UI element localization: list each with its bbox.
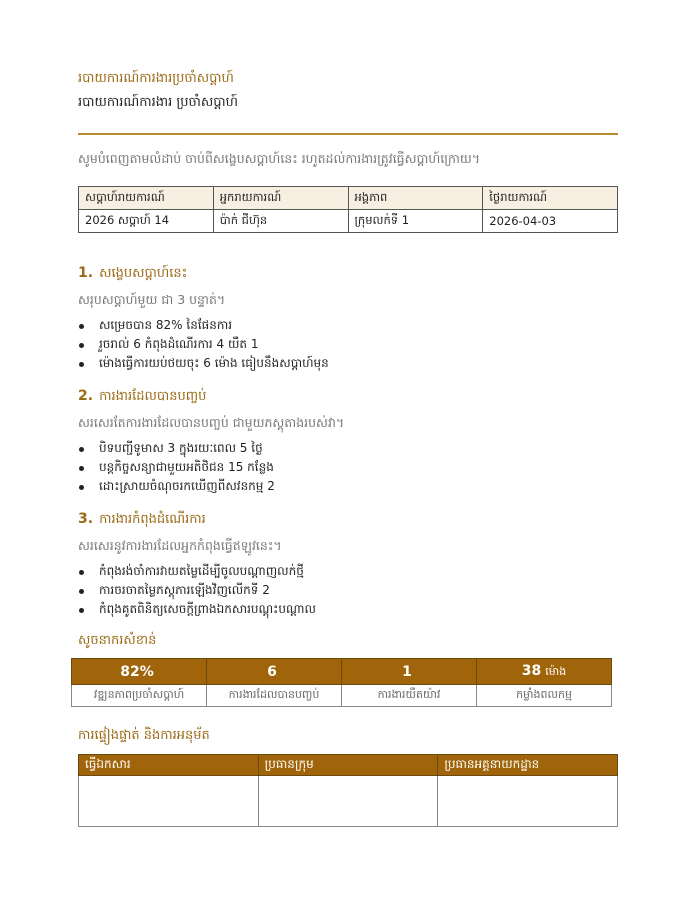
meta-header-date: ថ្ងៃរាយការណ៍ — [483, 187, 618, 210]
in-progress-bullet-list — [78, 562, 316, 619]
kpi-label: ការងារយឺតយ៉ាវ — [342, 685, 477, 707]
meta-header-reporter: អ្នករាយការណ៍ — [213, 187, 348, 210]
report-meta-table — [78, 186, 618, 233]
kpi-heading: សូចនាករសំខាន់ — [78, 633, 157, 648]
meta-value-date: 2026-04-03 — [483, 210, 618, 233]
kpi-label-row — [72, 685, 612, 707]
kpi-value-row — [72, 659, 612, 685]
list-item: បន្តកិច្ចសន្យាជាមួយអតិថិជន 15 កន្លែង — [78, 458, 275, 477]
kpi-value-cell — [477, 659, 612, 685]
meta-value-unit: ក្រុមលក់ទី 1 — [348, 210, 483, 233]
signoff-header-director: ប្រធានអគ្គនាយកដ្ឋាន — [438, 755, 618, 776]
list-item: កំពុងរង់ចាំការវាយតម្លៃដើម្បីចូលបណ្តាញលក់ថ្មី — [78, 562, 316, 581]
meta-header-row — [79, 187, 618, 210]
summary-bullet-list — [78, 316, 329, 373]
kpi-value: 6 — [267, 663, 277, 680]
section-title: ការងារកំពុងដំណើរការ — [99, 512, 206, 527]
kpi-table — [71, 658, 612, 707]
meta-header-unit: អង្គភាព — [348, 187, 483, 210]
report-subtitle: របាយការណ៍ការងារ ប្រចាំសប្តាហ៍ — [78, 95, 239, 110]
signoff-header-row — [79, 755, 618, 776]
kpi-value-cell — [207, 659, 342, 685]
section-heading-in-progress — [78, 511, 206, 530]
section-description: សរសេរនូវការងារដែលអ្នកកំពុងធ្វើឥឡូវនេះ។ — [78, 538, 282, 553]
list-item: ម៉ោងធ្វើការយប់ថយចុះ 6 ម៉ោង ធៀបនឹងសប្តាហ៍មុន — [78, 354, 329, 373]
kpi-value: 38 — [521, 662, 542, 679]
meta-header-week: សប្តាហ៍រាយការណ៍ — [79, 187, 214, 210]
signoff-signature-row — [79, 776, 618, 827]
kpi-label: កម្លាំងពលកម្ម — [477, 685, 612, 707]
report-title: របាយការណ៍ការងារប្រចាំសប្តាហ៍ — [78, 71, 234, 86]
meta-value-row — [79, 210, 618, 233]
signoff-header-team-lead: ប្រធានក្រុម — [258, 755, 438, 776]
kpi-value-cell — [342, 659, 477, 685]
kpi-value-cell — [72, 659, 207, 685]
kpi-label: ការងារដែលបានបញ្ចប់ — [207, 685, 342, 707]
section-number: 2. — [78, 388, 94, 404]
instruction-text: សូមបំពេញតាមលំដាប់ ចាប់ពីសង្ខេបសប្តាហ៍នេះ រហូតដល់ការងារត្រូវធ្វើសប្តាហ៍ក្រោយ។ — [78, 151, 481, 166]
list-item: ដោះស្រាយចំណុចរកឃើញពីសវនកម្ម 2 — [78, 477, 275, 496]
section-description: សរសេរតែការងារដែលបានបញ្ចប់ ជាមួយភស្តុតាងរបស់វា។ — [78, 415, 345, 430]
section-number: 1. — [78, 265, 94, 281]
kpi-value: 82% — [120, 663, 154, 680]
kpi-label: វឌ្ឍនភាពប្រចាំសប្តាហ៍ — [72, 685, 207, 707]
section-description: សរុបសប្តាហ៍មួយ ជា 3 បន្ទាត់។ — [78, 292, 226, 307]
signoff-table — [78, 754, 618, 827]
section-title: សង្ខេបសប្តាហ៍នេះ — [99, 266, 188, 281]
list-item: រួចរាល់ 6 កំពុងដំណើរការ 4 យឺត 1 — [78, 335, 329, 354]
signature-box-director[interactable] — [438, 776, 618, 827]
signature-box-author[interactable] — [79, 776, 259, 827]
kpi-unit: ម៉ោង — [545, 664, 567, 678]
list-item: កំពុងគូតពិនិត្យសេចក្តីព្រាងឯកសារបណ្តុះបណ្តាល — [78, 600, 316, 619]
section-title: ការងារដែលបានបញ្ចប់ — [99, 389, 207, 404]
signoff-heading: ការផ្ទៀងផ្ទាត់ និងការអនុម័ត — [78, 728, 210, 743]
meta-value-reporter: ប៉ាក់ ជីហ៊ុន — [213, 210, 348, 233]
completed-bullet-list — [78, 439, 275, 496]
section-heading-summary — [78, 265, 187, 284]
signoff-header-author: ធ្វើឯកសារ — [79, 755, 259, 776]
kpi-value: 1 — [402, 663, 412, 680]
list-item: សម្រេចបាន 82% នៃផែនការ — [78, 316, 329, 335]
header-divider — [78, 133, 618, 135]
meta-value-week: 2026 សប្តាហ៍ 14 — [79, 210, 214, 233]
section-heading-completed — [78, 388, 206, 407]
list-item: ការចរចាតម្លៃភស្តុភារឡើងវិញលើកទី 2 — [78, 581, 316, 600]
list-item: បិទបញ្ជីទូមាស 3 ក្នុងរយៈពេល 5 ថ្ងៃ — [78, 439, 275, 458]
section-number: 3. — [78, 511, 94, 527]
signature-box-team-lead[interactable] — [258, 776, 438, 827]
